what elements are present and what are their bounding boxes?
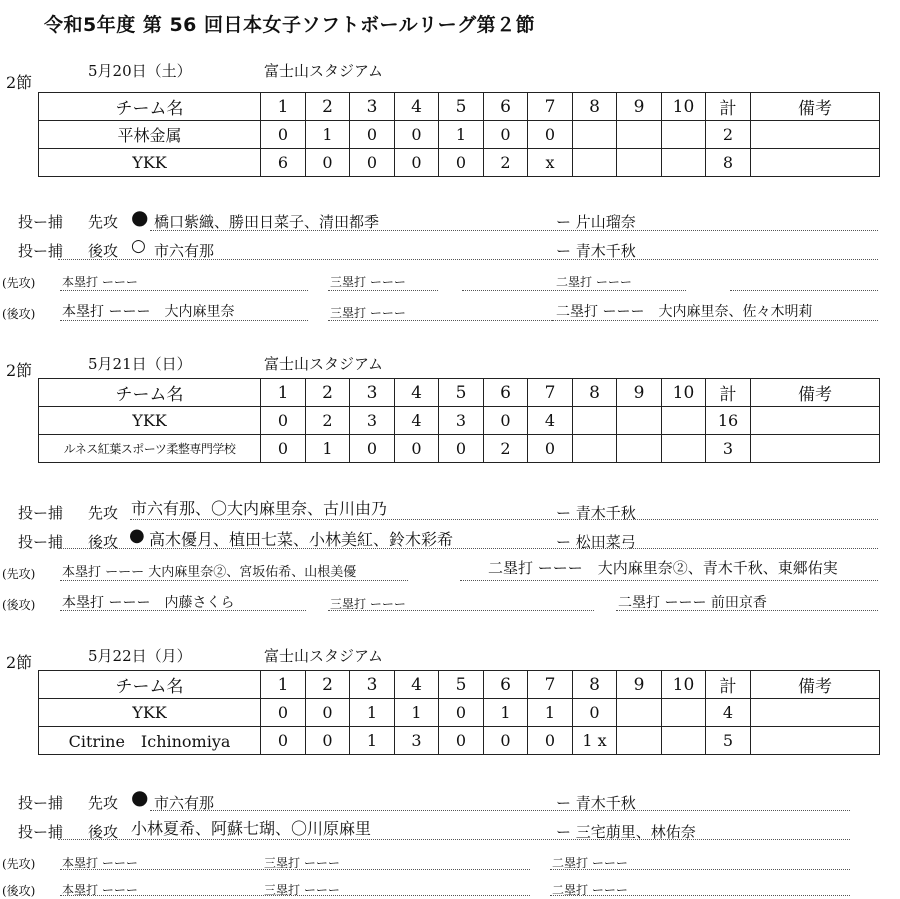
inning-score: 1 (395, 699, 439, 727)
inning-score: 1 (350, 699, 395, 727)
loss-mark-icon: ● (129, 525, 145, 546)
header-cell: 5 (439, 671, 484, 699)
second-attack-label: 後攻 (88, 242, 119, 260)
header-cell: 10 (662, 93, 706, 121)
underline (150, 810, 850, 811)
team-row (39, 699, 880, 727)
game3-setsu: 2節 (6, 653, 33, 672)
inning-score (617, 727, 662, 755)
game2-date: 5月21日（日） (88, 355, 192, 373)
second-attack-label: 後攻 (88, 823, 119, 841)
inning-score (617, 699, 662, 727)
total-score: 4 (706, 699, 751, 727)
header-cell: 8 (573, 379, 617, 407)
first-double: 二塁打 ーーー (556, 275, 632, 289)
inning-score: 0 (439, 699, 484, 727)
first-double: 二塁打 ーーー (552, 856, 628, 870)
underline (328, 610, 594, 611)
first-pitchers: 橋口紫織、勝田日菜子、清田都季 (154, 213, 380, 231)
header-cell: 9 (617, 93, 662, 121)
game3-scoreboard (38, 670, 880, 755)
second-double: 二塁打 ーーー 大内麻里奈、佐々木明莉 (556, 304, 813, 320)
pitch-catch-label: 投ー捕 (18, 213, 64, 231)
header-cell: 備考 (751, 379, 880, 407)
team-row (39, 727, 880, 755)
game2-scoreboard (38, 378, 880, 463)
inning-score: 2 (484, 435, 528, 463)
game1-venue: 富士山スタジアム (264, 62, 383, 80)
inning-score (573, 121, 617, 149)
inning-score: 0 (573, 699, 617, 727)
page-title: 令和5年度 第 56 回日本女子ソフトボールリーグ第２節 (44, 14, 536, 36)
inning-score: 1 (484, 699, 528, 727)
second-homerun: 本塁打 ーーー 内藤さくら (62, 595, 235, 611)
inning-score: 0 (395, 121, 439, 149)
underline (150, 230, 878, 231)
team-row (39, 149, 880, 177)
underline (58, 839, 850, 840)
game3-date: 5月22日（月） (88, 647, 192, 665)
inning-score: 0 (439, 727, 484, 755)
header-cell: 6 (484, 379, 528, 407)
inning-score: 4 (395, 407, 439, 435)
second-pitchers: 高木優月、植田七菜、小林美紅、鈴木彩希 (149, 530, 454, 549)
loss-mark-icon: ● (131, 205, 149, 229)
inning-score: 0 (484, 121, 528, 149)
inning-score: 0 (484, 407, 528, 435)
remarks (751, 699, 880, 727)
inning-score: x (528, 149, 573, 177)
first-triple: 三塁打 ーーー (330, 275, 406, 289)
first-homerun: 本塁打 ーーー (62, 275, 138, 289)
inning-score: 0 (350, 121, 395, 149)
second-homerun: 本塁打 ーーー 大内麻里奈 (62, 304, 235, 320)
inning-score (662, 727, 706, 755)
inning-score: 6 (261, 149, 306, 177)
header-cell: 1 (261, 93, 306, 121)
underline (60, 580, 408, 581)
inning-score: 0 (261, 699, 306, 727)
header-cell: 5 (439, 93, 484, 121)
first-catcher: ー 片山瑠奈 (556, 213, 636, 231)
game1-setsu: 2節 (6, 73, 33, 92)
total-score: 2 (706, 121, 751, 149)
header-cell: 計 (706, 93, 751, 121)
underline (58, 548, 878, 549)
first-pitchers: 市六有那、〇大内麻里奈、古川由乃 (131, 499, 388, 518)
header-cell: 9 (617, 671, 662, 699)
first-homerun: 本塁打 ーーー 大内麻里奈②、宮坂佑希、山根美優 (62, 565, 357, 580)
inning-score: 0 (306, 149, 350, 177)
team-name: 平林金属 (39, 121, 261, 149)
loss-mark-icon: ● (131, 785, 149, 809)
team-row (39, 407, 880, 435)
inning-score: 0 (261, 727, 306, 755)
header-cell: 1 (261, 379, 306, 407)
game1-scoreboard (38, 92, 880, 177)
header-cell: 4 (395, 671, 439, 699)
inning-score (617, 149, 662, 177)
remarks (751, 727, 880, 755)
header-cell: チーム名 (39, 671, 261, 699)
game2-setsu: 2節 (6, 361, 33, 380)
pitch-catch-label: 投ー捕 (18, 504, 64, 522)
game1-date: 5月20日（土） (88, 62, 192, 80)
inning-score: 0 (528, 435, 573, 463)
first-tag: (先攻) (2, 857, 36, 871)
total-score: 8 (706, 149, 751, 177)
header-cell: 8 (573, 93, 617, 121)
team-row (39, 121, 880, 149)
inning-score (573, 435, 617, 463)
underline (130, 519, 878, 520)
inning-score: 1 (350, 727, 395, 755)
second-double: 二塁打 ーーー (552, 883, 628, 897)
team-name: YKK (39, 149, 261, 177)
inning-score: 1 (306, 435, 350, 463)
second-triple: 三塁打 ーーー (330, 597, 406, 611)
first-homerun: 本塁打 ーーー (62, 856, 138, 870)
header-row (39, 93, 880, 121)
total-score: 5 (706, 727, 751, 755)
header-cell: 2 (306, 671, 350, 699)
inning-score: 0 (484, 727, 528, 755)
inning-score: 0 (395, 435, 439, 463)
inning-score (573, 407, 617, 435)
game3-venue: 富士山スタジアム (264, 647, 383, 665)
inning-score: 0 (528, 121, 573, 149)
header-cell: 10 (662, 671, 706, 699)
inning-score: 1 (306, 121, 350, 149)
inning-score: 0 (261, 435, 306, 463)
header-cell: チーム名 (39, 93, 261, 121)
header-cell: 7 (528, 93, 573, 121)
first-attack-label: 先攻 (88, 213, 119, 231)
header-row (39, 379, 880, 407)
first-tag: (先攻) (2, 567, 36, 581)
inning-score: 1 (528, 699, 573, 727)
inning-score (662, 407, 706, 435)
header-cell: 8 (573, 671, 617, 699)
inning-score: 0 (350, 149, 395, 177)
inning-score: 0 (261, 121, 306, 149)
underline (616, 610, 878, 611)
first-triple: 三塁打 ーーー (264, 856, 340, 870)
inning-score: 4 (528, 407, 573, 435)
second-homerun: 本塁打 ーーー (62, 883, 138, 897)
remarks (751, 121, 880, 149)
underline (462, 290, 686, 291)
inning-score: 0 (528, 727, 573, 755)
inning-score (617, 121, 662, 149)
second-catcher: ー 三宅萠里、林佑奈 (556, 823, 696, 841)
remarks (751, 407, 880, 435)
inning-score: 0 (306, 699, 350, 727)
inning-score: 3 (350, 407, 395, 435)
second-catcher: ー 青木千秋 (556, 242, 636, 260)
pitch-catch-label: 投ー捕 (18, 794, 64, 812)
underline (460, 580, 878, 581)
inning-score: 0 (395, 149, 439, 177)
underline (60, 320, 308, 321)
inning-score: 1 x (573, 727, 617, 755)
team-name: YKK (39, 407, 261, 435)
inning-score: 2 (484, 149, 528, 177)
inning-score: 0 (439, 435, 484, 463)
remarks (751, 435, 880, 463)
second-double: 二塁打 ーーー 前田京香 (618, 595, 767, 611)
header-cell: 4 (395, 93, 439, 121)
second-attack-label: 後攻 (88, 533, 119, 551)
first-attack-label: 先攻 (88, 504, 119, 522)
header-cell: 2 (306, 93, 350, 121)
underline (328, 290, 438, 291)
inning-score (662, 435, 706, 463)
pitch-catch-label: 投ー捕 (18, 823, 64, 841)
header-cell: 計 (706, 379, 751, 407)
underline (60, 869, 530, 870)
total-score: 16 (706, 407, 751, 435)
win-mark-icon: ○ (131, 236, 146, 256)
inning-score: 0 (261, 407, 306, 435)
first-pitchers: 市六有那 (154, 794, 215, 812)
inning-score (617, 407, 662, 435)
header-cell: 10 (662, 379, 706, 407)
first-tag: (先攻) (2, 276, 36, 290)
first-catcher: ー 青木千秋 (556, 504, 636, 522)
team-name: ルネス紅葉スポーツ柔整専門学校 (39, 435, 261, 463)
header-cell: 計 (706, 671, 751, 699)
underline (552, 320, 878, 321)
underline (60, 895, 530, 896)
header-cell: 備考 (751, 671, 880, 699)
second-tag: (後攻) (2, 307, 36, 321)
header-cell: 備考 (751, 93, 880, 121)
second-tag: (後攻) (2, 884, 36, 898)
second-catcher: ー 松田菜弓 (556, 533, 636, 551)
underline (730, 290, 878, 291)
header-cell: 5 (439, 379, 484, 407)
first-catcher: ー 青木千秋 (556, 794, 636, 812)
first-double: 二塁打 ーーー 大内麻里奈②、青木千秋、東郷佑実 (488, 559, 838, 577)
header-cell: チーム名 (39, 379, 261, 407)
header-cell: 2 (306, 379, 350, 407)
inning-score (662, 149, 706, 177)
header-cell: 9 (617, 379, 662, 407)
inning-score: 1 (439, 121, 484, 149)
inning-score (617, 435, 662, 463)
inning-score: 3 (439, 407, 484, 435)
underline (550, 895, 850, 896)
pitch-catch-label: 投ー捕 (18, 242, 64, 260)
pitch-catch-label: 投ー捕 (18, 533, 64, 551)
inning-score: 3 (395, 727, 439, 755)
inning-score (662, 699, 706, 727)
game2-venue: 富士山スタジアム (264, 355, 383, 373)
underline (60, 290, 308, 291)
inning-score (573, 149, 617, 177)
second-pitchers: 市六有那 (154, 242, 215, 260)
inning-score: 0 (439, 149, 484, 177)
header-cell: 7 (528, 379, 573, 407)
underline (58, 259, 878, 260)
second-pitchers: 小林夏希、阿蘇七瑚、〇川原麻里 (131, 819, 372, 838)
team-name: YKK (39, 699, 261, 727)
remarks (751, 149, 880, 177)
header-row (39, 671, 880, 699)
team-name: Citrine Ichinomiya (39, 727, 261, 755)
underline (550, 869, 850, 870)
inning-score: 2 (306, 407, 350, 435)
total-score: 3 (706, 435, 751, 463)
second-triple: 三塁打 ーーー (264, 883, 340, 897)
header-cell: 3 (350, 671, 395, 699)
second-triple: 三塁打 ーーー (330, 306, 406, 320)
team-row (39, 435, 880, 463)
header-cell: 4 (395, 379, 439, 407)
first-attack-label: 先攻 (88, 794, 119, 812)
inning-score: 0 (350, 435, 395, 463)
inning-score: 0 (306, 727, 350, 755)
underline (60, 610, 306, 611)
second-tag: (後攻) (2, 598, 36, 612)
inning-score (662, 121, 706, 149)
header-cell: 6 (484, 671, 528, 699)
header-cell: 1 (261, 671, 306, 699)
header-cell: 3 (350, 93, 395, 121)
header-cell: 3 (350, 379, 395, 407)
header-cell: 7 (528, 671, 573, 699)
header-cell: 6 (484, 93, 528, 121)
